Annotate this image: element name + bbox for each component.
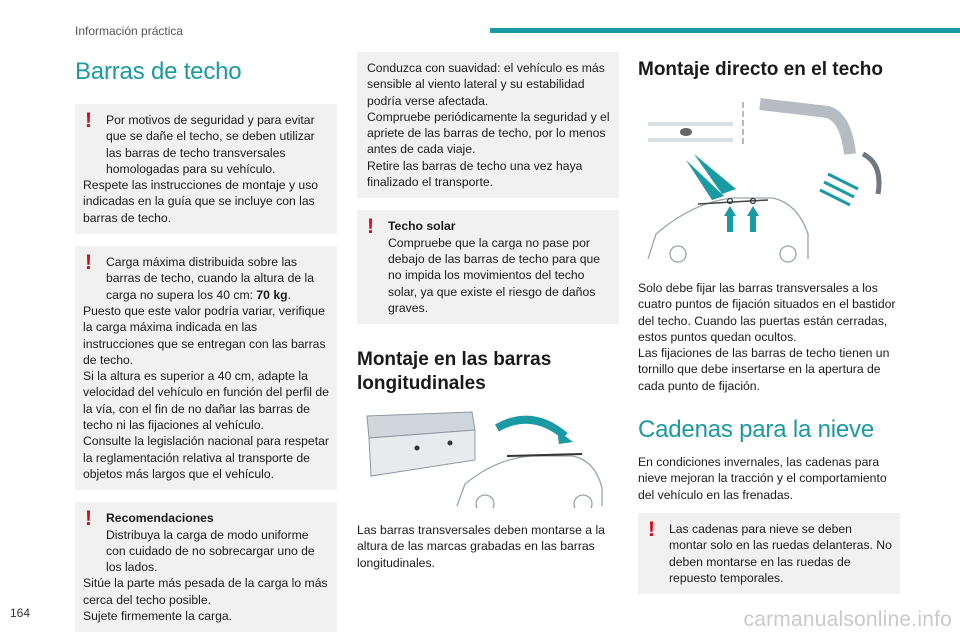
warning-icon: ! bbox=[85, 251, 92, 275]
longitudinal-bars-text: Las barras transversales deben montarse a la altura de las marcas grabadas en las barras longitudinales. bbox=[357, 523, 605, 570]
direct-roof-text-1: Solo debe fijar las barras transversales a los cuatro puntos de fijación situados en el bastidor del techo. Cuando las puertas están cerradas, estos puntos quedan ocultos. bbox=[638, 281, 896, 344]
direct-roof-text-2: Las fijaciones de las barras de techo tienen un tornillo que debe insertarse en la apertura de cada punto de fijación. bbox=[638, 346, 890, 393]
warning-text: Las cadenas para nieve se deben montar solo en las ruedas delanteras. No deben montarse en las ruedas de repuesto temporales. bbox=[669, 521, 892, 585]
header-accent-bar bbox=[490, 28, 960, 33]
section-header: Información práctica bbox=[75, 24, 184, 38]
heading-longitudinal-bars: Montaje en las barras longitudinales bbox=[357, 349, 552, 395]
warning-text: Distribuya la carga de modo uniforme con cuidado de no sobrecargar uno de los lados. bbox=[106, 527, 315, 575]
warning-text: Carga máxima distribuida sobre las barras de techo, cuando la altura de la carga no supera los 40 cm: 70 kg. bbox=[106, 255, 315, 302]
warning-text: Respete las instrucciones de montaje y uso indicadas en la guía que se incluye con las barras de techo. bbox=[83, 178, 319, 225]
info-text: Retire las barras de techo una vez haya finalizado el transporte. bbox=[367, 158, 583, 190]
warning-title: Recomendaciones bbox=[106, 511, 214, 526]
warning-icon: ! bbox=[85, 507, 92, 531]
warning-text: Consulte la legislación nacional para respetar la reglamentación relativa al transporte de objetos más largos que el vehículo. bbox=[83, 434, 329, 481]
column-3 bbox=[638, 52, 900, 606]
warning-title: Techo solar bbox=[388, 219, 456, 234]
illustration-direct-roof bbox=[638, 94, 893, 264]
warning-box-recommendations bbox=[75, 502, 337, 632]
warning-text: Si la altura es superior a 40 cm, adapte la velocidad del vehículo en función del perfil de la vía, con el fin de no dañar las barras de techo ni las fijaciones al vehículo. bbox=[83, 369, 329, 433]
page-number: 164 bbox=[10, 606, 31, 620]
warning-box-snow-chains bbox=[638, 513, 900, 594]
warning-icon: ! bbox=[648, 517, 655, 541]
warning-icon: ! bbox=[367, 215, 374, 239]
snow-chains-text: En condiciones invernales, las cadenas para nieve mejoran la tracción y el comportamiento del vehículo en las frenadas. bbox=[638, 455, 887, 502]
warning-text: Sitúe la parte más pesada de la carga lo más cerca del techo posible. bbox=[83, 576, 328, 607]
max-load-value: 70 kg bbox=[256, 287, 288, 302]
warning-text: Puesto que este valor podría variar, verifique la carga máxima indicada en las instrucciones que se entregan con las barras de techo. bbox=[83, 303, 326, 367]
warning-text: Sujete firmemente la carga. bbox=[83, 609, 233, 624]
warning-box-sunroof bbox=[357, 210, 619, 324]
warning-box-homologated bbox=[75, 104, 337, 234]
watermark: carmanualsonline.info bbox=[743, 608, 952, 631]
warning-text: Compruebe que la carga no pase por debajo de las barras de techo para que no impida los movimientos del techo solar, ya que existe el riesgo de daños graves. bbox=[388, 235, 601, 315]
warning-icon: ! bbox=[85, 109, 92, 132]
illustration-longitudinal-bars bbox=[357, 408, 607, 508]
info-text: Conduzca con suavidad: el vehículo es más sensible al viento lateral y su estabilidad podría verse afectada. bbox=[367, 61, 605, 108]
info-box-driving bbox=[357, 52, 619, 198]
info-text: Compruebe periódicamente la seguridad y el apriete de las barras de techo, por lo menos antes de cada viaje. bbox=[367, 109, 610, 157]
title-snow-chains: Cadenas para la nieve bbox=[638, 416, 874, 444]
column-2 bbox=[357, 52, 619, 581]
warning-text: Por motivos de seguridad y para evitar que se dañe el techo, se deben utilizar las barras de techo transversales homologadas para su vehículo. bbox=[106, 113, 315, 176]
heading-direct-roof: Montaje directo en el techo bbox=[638, 59, 883, 80]
warning-box-max-load bbox=[75, 246, 337, 490]
title-roof-bars: Barras de techo bbox=[75, 58, 242, 85]
column-1 bbox=[75, 52, 337, 644]
